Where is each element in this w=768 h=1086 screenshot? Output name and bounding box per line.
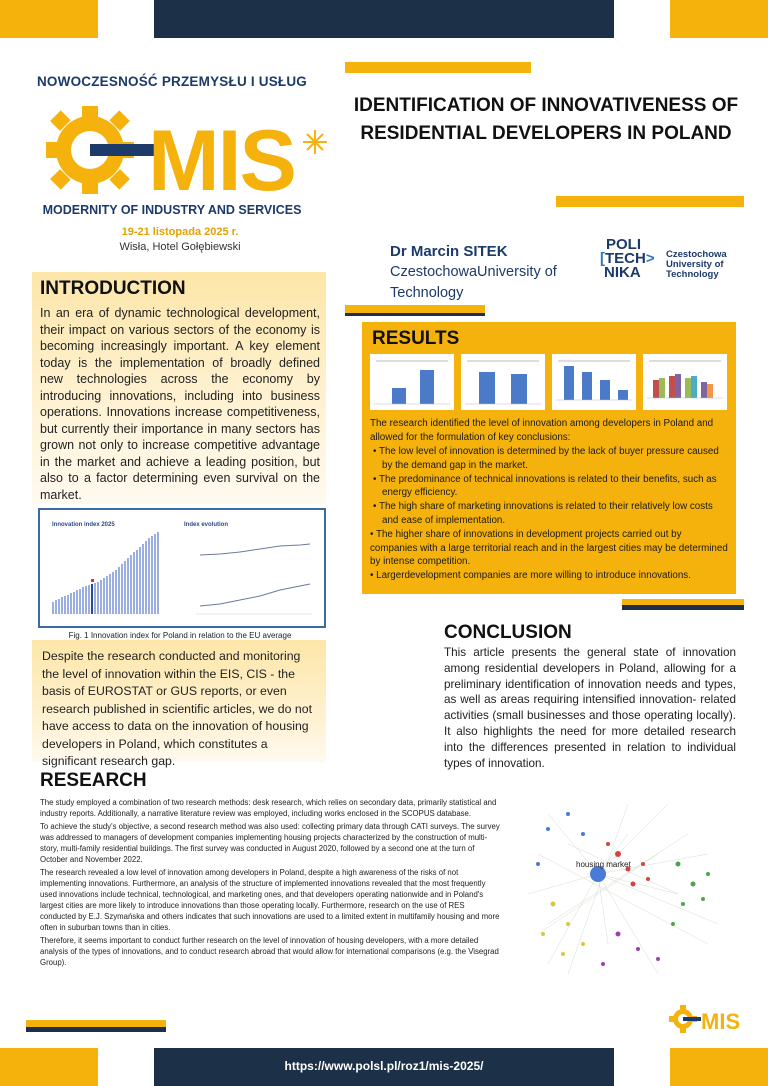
top-left-gold-bar [0,0,98,38]
results-navy-bar [622,605,744,610]
mis-logo-mark: MIS [148,113,295,202]
figure-right-title: Index evolution [184,522,229,528]
research-gap-body: Despite the research conducted and monitoring the level of innovation within the EIS, CIS - the basis of EUROSTAT or GUS reports, or even research published in scientific articles, we do not have access to data on the innovation of housing developers in Poland, which constitutes a significant research gap. [42,649,312,768]
poster-title: IDENTIFICATION OF INNOVATIVENESS OF RESIDENTIAL DEVELOPERS IN POLAND [353,95,739,144]
results-chart-2 [461,354,545,410]
bottom-left-navy-bar [26,1027,166,1032]
introduction-body: In an era of dynamic technological development, their impact on various sectors of the economy is becoming increasingly important. A key element today is the implementation of broadly defined new technologies across the economy by introducing innovations, including into business operations. Innovations increase competitiveness, but currently their importance in many sectors has grown not only to increase competitive advantage in the market and achieve a leading position, but also to a factor determining even survival on the market. [40,306,320,502]
footer-url-link[interactable]: https://www.polsl.pl/roz1/mis-2025/ [284,1059,484,1073]
event-place: Wisła, Hotel Gołębiewski [119,241,241,253]
keyword-network-map [508,774,748,1014]
introduction-section [32,272,326,504]
university-logo-mark: POLI [TECH> NIKA [600,236,655,281]
results-heading: RESULTS [372,328,460,349]
conclusion-body: This article presents the general state of innovation among residential developers in Poland, allowing for a preliminary identification of innovation needs and types, as well as areas requiring intensified innovation- related activities (small businesses and those operating locally). It also highlights the need for more detailed research into the differences presented in relation to individual types of innovation. [444,646,736,770]
research-paragraph: The study employed a combination of two research methods: desk research, which relies on secondary data, primarily statistical and industry reports. Additionally, a narrative literature review was employed, including works enclosed in the SCOPUS database. [40,798,497,818]
results-intro: The research identified the level of innovation among developers in Poland and allowed for the formulation of key conclusions: [370,418,714,443]
logo-bottom-text: MODERNITY OF INDUSTRY AND SERVICES [42,203,302,217]
mis-logo [30,92,330,202]
author-affiliation: CzestochowaUniversity of Technology [390,264,557,301]
research-body [40,797,502,970]
results-charts [370,354,728,410]
introduction-heading: INTRODUCTION [40,278,186,299]
network-center-label: housing market [576,860,631,869]
mis-logo-small [668,1004,748,1034]
university-logo-name: Czestochowa University of Technology [666,249,727,280]
figure-innovation-index [38,508,326,628]
university-logo [600,238,760,288]
mis-logo-small-mark: MIS [701,1009,741,1034]
sparkle-icon [303,130,327,154]
author-name: Dr Marcin SITEK [390,243,508,260]
results-bullet: • The higher share of innovations in development projects carried out by companies with a large territorial reach and in the largest cities may be determined by intense competition. [370,528,728,568]
event-date: 19-21 listopada 2025 r. [121,226,239,238]
research-gap-section [32,640,326,768]
footer-right-gold-bar [670,1048,768,1086]
title-bottom-gold-bar [556,196,744,207]
top-right-gold-bar [670,0,768,38]
author-gold-bar [345,305,485,313]
gear-icon-small [669,1005,701,1033]
research-heading: RESEARCH [40,770,147,791]
gear-icon [46,106,160,194]
conclusion-heading: CONCLUSION [444,622,572,643]
figure-caption: Fig. 1 Innovation index for Poland in relation to the EU average [68,631,292,640]
author-navy-bar [345,313,485,316]
results-chart-4 [643,354,727,410]
results-section [362,322,736,594]
results-chart-1 [370,354,454,410]
logo-top-text: NOWOCZESNOŚĆ PRZEMYSŁU I USŁUG [36,74,307,89]
results-bullet: • Largerdevelopment companies are more willing to introduce innovations. [370,570,691,582]
top-center-navy-bar [154,0,614,38]
footer-left-gold-bar [0,1048,98,1086]
research-paragraph: Therefore, it seems important to conduct further research on the level of innovation of housing developers, with a more detailed analysis of the types of innovations, and to conduct research abroad that would allow for international comparisons (e.g. the Visegrad Group). [40,936,499,967]
results-bullet: • The predominance of technical innovations is related to their benefits, such as energy efficiency. [373,473,717,499]
figure-innovation-index-image [40,510,323,625]
results-list [370,445,730,583]
title-gold-bar [345,62,531,73]
research-paragraph: The research revealed a low level of innovation among developers in Poland, despite a high awareness of the risks of not implementing innovations. Furthermore, an analysis of the structure of implemented innovations revealed that the most frequently used innovations include technical, technological, and marketing ones, and that developers operating nationwide and in Poland's largest cities are more likely to introduce innovations than those operating locally. Furthermore, research on the use of RES conducted by E.J. Szymańska and others indicates that such innovations are used to a limited extent in multifamily housing and more often in suburban towns than in cities. [40,868,500,932]
results-bullet: • The high share of marketing innovations is related to their relatively low costs and ease of implementation. [373,501,713,526]
results-chart-3 [552,354,636,410]
bottom-left-gold-bar [26,1020,166,1027]
research-paragraph: To achieve the study's objective, a second research method was also used: collecting primary data through CATI surveys. The survey was addressed to managers of development companies implementing housing projects characterized by the construction of multi-story, multi-family residential buildings. The first survey was conducted in August 2020, followed by a second one at the turn of October and November 2022. [40,822,500,864]
results-bullet: • The low level of innovation is determined by the lack of buyer pressure caused by the demand gap in the market. [373,446,719,471]
figure-left-title: Innovation index 2025 [52,522,115,528]
